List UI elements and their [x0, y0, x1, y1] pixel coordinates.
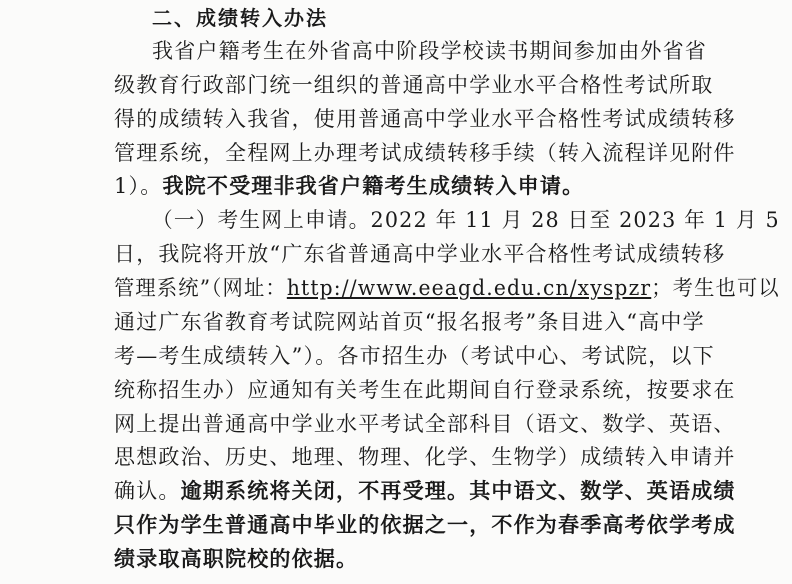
paragraph-line: 管理系统，全程网上办理考试成绩转移手续（转入流程详见附件: [114, 141, 736, 165]
paragraph-line: 考—考生成绩转入”）。各市招生办（考试中心、考试院，以下: [114, 344, 715, 368]
paragraph-line: 绩录取高职院校的依据。: [114, 547, 359, 571]
paragraph-line: 得的成绩转入我省，使用普通高中学业水平合格性考试成绩转移: [114, 107, 736, 131]
paragraph-line: 统称招生办）应通知有关考生在此期间自行登录系统，按要求在: [114, 378, 736, 402]
paragraph-line: [114, 171, 584, 201]
paragraph-line: 网上提出普通高中学业水平考试全部科目（语文、数学、英语、: [114, 412, 736, 436]
paragraph-line: 级教育行政部门统一组织的普通高中学业水平合格性考试所取: [114, 73, 714, 97]
paragraph-line: [114, 273, 780, 303]
section-heading: 二、成绩转入办法: [152, 6, 328, 30]
paragraph-line: 思想政治、历史、地理、物理、化学、生物学）成绩转入申请并: [114, 445, 736, 469]
bold-notice: 逾期系统将关闭，不再受理。其中语文、数学、英语成绩: [180, 479, 736, 503]
bold-notice: 我院不受理非我省户籍考生成绩转入申请。: [162, 174, 585, 198]
paragraph-line: （一）考生网上申请。2022 年 11 月 28 日至 2023 年 1 月 5: [152, 208, 780, 232]
website-link[interactable]: http://www.eeagd.edu.cn/xyspzr: [286, 276, 652, 300]
line-text: 确认。: [114, 479, 181, 503]
paragraph-line: 我省户籍考生在外省高中阶段学校读书期间参加由外省省: [152, 39, 707, 63]
line-text: 1）。: [114, 174, 163, 198]
paragraph-line: 通过广东省教育考试院网站首页“报名报考”条目进入“高中学: [114, 310, 705, 334]
paragraph-line: [114, 476, 736, 506]
paragraph-line: 只作为学生普通高中毕业的依据之一，不作为春季高考依学考成: [114, 513, 736, 537]
paragraph-line: 日，我院将开放“广东省普通高中学业水平合格性考试成绩转移: [114, 242, 726, 266]
line-text: 管理系统”（网址：: [114, 276, 287, 300]
line-text: ；考生也可以: [651, 276, 780, 300]
